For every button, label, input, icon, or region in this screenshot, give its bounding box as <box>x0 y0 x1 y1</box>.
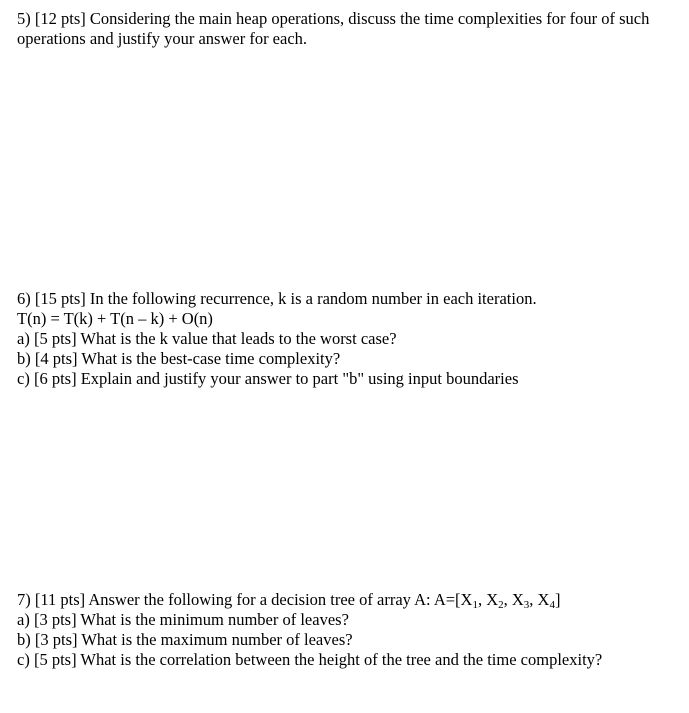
question-7-part-b: b) [3 pts] What is the maximum number of leaves? <box>17 630 353 649</box>
question-7-part-c: c) [5 pts] What is the correlation between the height of the tree and the time complexity? <box>17 650 603 669</box>
separator-3: , X <box>529 590 550 609</box>
question-6-part-b: b) [4 pts] What is the best-case time complexity? <box>17 349 341 368</box>
separator-1: , X <box>477 590 499 609</box>
question-6-intro: 6) [15 pts] In the following recurrence, k is a random number in each iteration. <box>17 289 537 308</box>
question-6-recurrence: T(n) = T(k) + T(n – k) + O(n) <box>17 309 213 328</box>
question-5-text <box>17 9 683 49</box>
question-5 <box>17 9 683 49</box>
question-6-part-c: c) [6 pts] Explain and justify your answer to part "b" using input boundaries <box>17 369 519 388</box>
subscript-2: 2 <box>498 599 504 611</box>
question-7-intro-prefix: 7) [11 pts] Answer the following for a decision tree of array A: A=[X <box>17 590 473 609</box>
question-7-intro <box>17 590 683 610</box>
question-5-line-2: operations and justify your answer for each. <box>17 29 308 48</box>
question-7 <box>17 590 683 670</box>
subscript-3: 3 <box>523 599 530 611</box>
question-5-line-1: 5) [12 pts] Considering the main heap operations, discuss the time complexities for four of such <box>17 9 650 28</box>
separator-2: , X <box>503 590 524 609</box>
subscript-4: 4 <box>549 599 555 611</box>
subscript-1: 1 <box>472 599 478 611</box>
question-6 <box>17 289 683 389</box>
question-6-part-a: a) [5 pts] What is the k value that leads to the worst case? <box>17 329 397 348</box>
question-7-part-a: a) [3 pts] What is the minimum number of leaves? <box>17 610 349 629</box>
closing-bracket: ] <box>554 590 561 609</box>
